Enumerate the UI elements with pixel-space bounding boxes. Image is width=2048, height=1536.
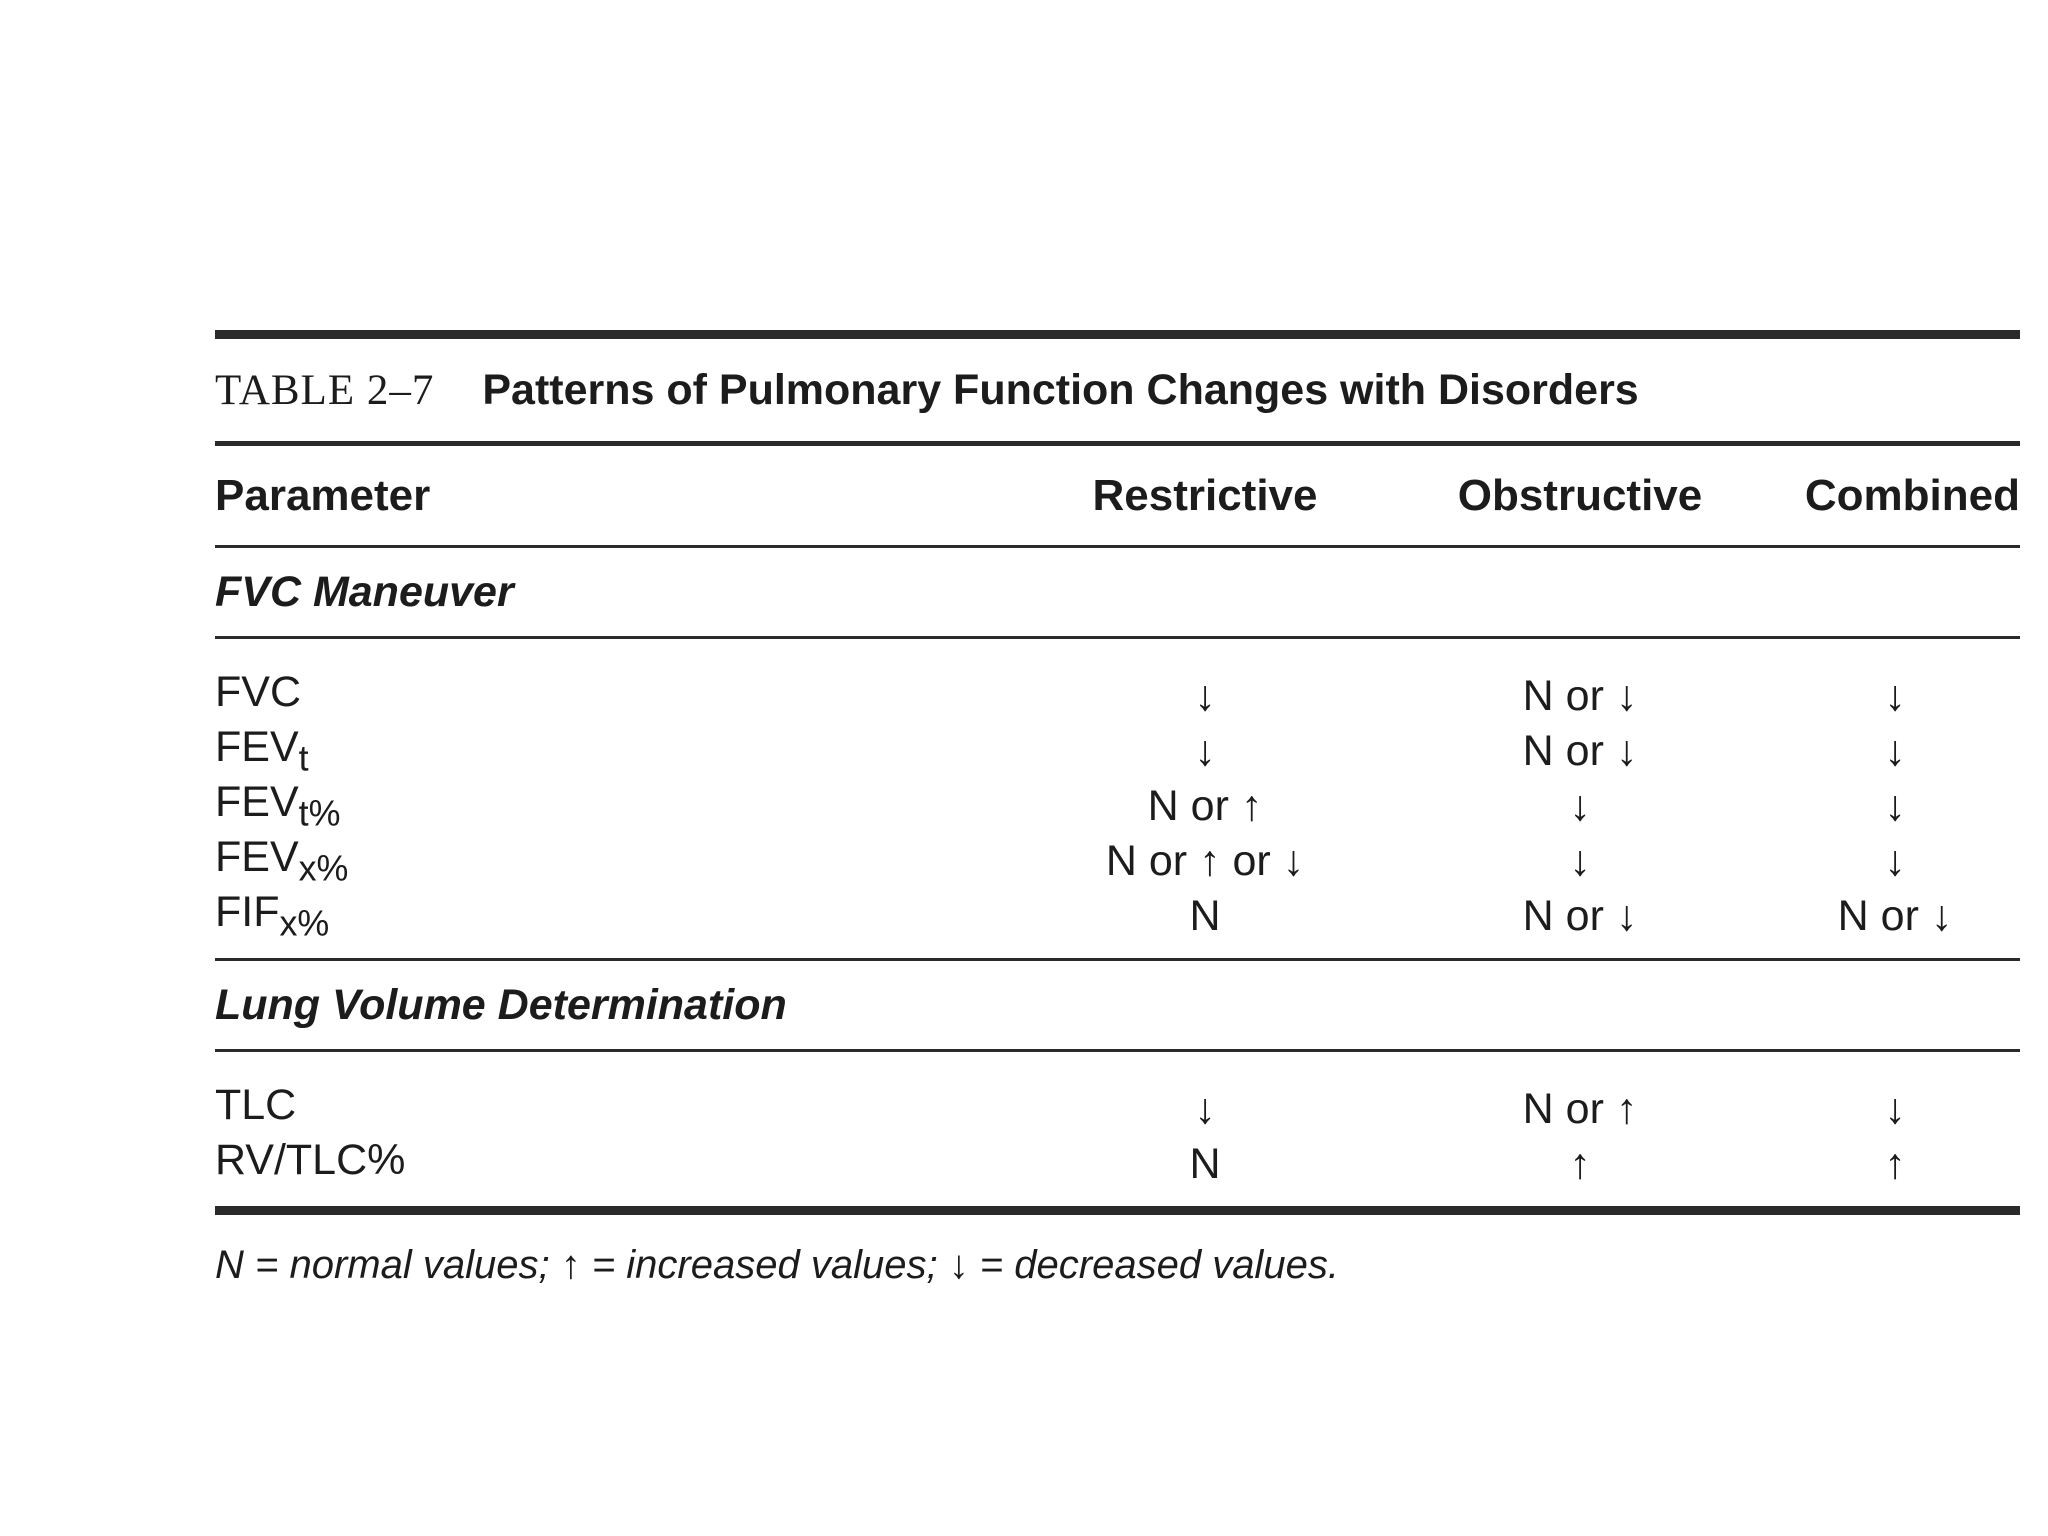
parameter-name: FIF bbox=[215, 888, 280, 937]
restrictive-cell: N or ↑ bbox=[1147, 782, 1263, 830]
table-row bbox=[215, 779, 2020, 834]
top-rule bbox=[215, 330, 2020, 339]
obstructive-cell: N or ↓ bbox=[1522, 892, 1638, 940]
column-header-parameter: Parameter bbox=[215, 470, 431, 520]
column-header-obstructive: Obstructive bbox=[1457, 470, 1703, 520]
combined-cell: ↑ bbox=[1884, 1140, 1906, 1188]
combined-cell: ↓ bbox=[1884, 837, 1906, 885]
table-footnote: N = normal values; ↑ = increased values; ↓ = decreased values. bbox=[215, 1243, 1339, 1287]
combined-cell: N or ↓ bbox=[1837, 892, 1953, 940]
restrictive-cell: N bbox=[1189, 1140, 1221, 1188]
parameter-subscript: x% bbox=[298, 848, 349, 889]
table-row bbox=[215, 724, 2020, 779]
parameter-name: FVC bbox=[215, 668, 301, 717]
parameter-cell bbox=[215, 888, 1020, 945]
parameter-cell bbox=[215, 833, 1020, 890]
table-caption bbox=[215, 339, 2020, 441]
table-title: Patterns of Pulmonary Function Changes with Disorders bbox=[482, 365, 1639, 414]
table-row bbox=[215, 1082, 2020, 1137]
restrictive-cell: ↓ bbox=[1194, 727, 1216, 775]
parameter-subscript: t% bbox=[298, 793, 341, 834]
restrictive-cell: ↓ bbox=[1194, 1085, 1216, 1133]
parameter-cell bbox=[215, 723, 1020, 780]
section-title-fvc-maneuver: FVC Maneuver bbox=[215, 567, 514, 616]
parameter-name: RV/TLC% bbox=[215, 1136, 406, 1185]
parameter-cell bbox=[215, 668, 1020, 725]
section-rows-fvc-maneuver bbox=[215, 639, 2020, 958]
obstructive-cell: ↑ bbox=[1569, 1140, 1591, 1188]
section-title-lung-volume-determination: Lung Volume Determination bbox=[215, 980, 787, 1029]
parameter-cell bbox=[215, 1081, 1020, 1138]
parameter-name: FEV bbox=[215, 833, 299, 882]
combined-cell: ↓ bbox=[1884, 727, 1906, 775]
column-header-restrictive: Restrictive bbox=[1092, 470, 1318, 520]
column-header-combined: Combined bbox=[1804, 470, 2020, 520]
obstructive-cell: N or ↑ bbox=[1522, 1085, 1638, 1133]
obstructive-cell: ↓ bbox=[1569, 782, 1591, 830]
bottom-rule bbox=[215, 1206, 2020, 1215]
pulmonary-function-table bbox=[215, 330, 2020, 1288]
table-row bbox=[215, 669, 2020, 724]
parameter-name: FEV bbox=[215, 778, 299, 827]
header-row bbox=[215, 446, 2020, 545]
combined-cell: ↓ bbox=[1884, 672, 1906, 720]
section-rows-lung-volume-determination bbox=[215, 1052, 2020, 1206]
obstructive-cell: N or ↓ bbox=[1522, 727, 1638, 775]
restrictive-cell: ↓ bbox=[1194, 672, 1216, 720]
parameter-name: TLC bbox=[215, 1081, 297, 1130]
combined-cell: ↓ bbox=[1884, 782, 1906, 830]
obstructive-cell: N or ↓ bbox=[1522, 672, 1638, 720]
obstructive-cell: ↓ bbox=[1569, 837, 1591, 885]
restrictive-cell: N bbox=[1189, 892, 1221, 940]
parameter-cell bbox=[215, 778, 1020, 835]
table-row bbox=[215, 1137, 2020, 1192]
parameter-cell bbox=[215, 1136, 1020, 1193]
parameter-subscript: x% bbox=[279, 903, 330, 944]
restrictive-cell: N or ↑ or ↓ bbox=[1105, 837, 1305, 885]
parameter-name: FEV bbox=[215, 723, 299, 772]
table-row bbox=[215, 889, 2020, 944]
combined-cell: ↓ bbox=[1884, 1085, 1906, 1133]
table-label: TABLE 2–7 bbox=[215, 366, 435, 414]
table-row bbox=[215, 834, 2020, 889]
parameter-subscript: t bbox=[298, 738, 309, 779]
